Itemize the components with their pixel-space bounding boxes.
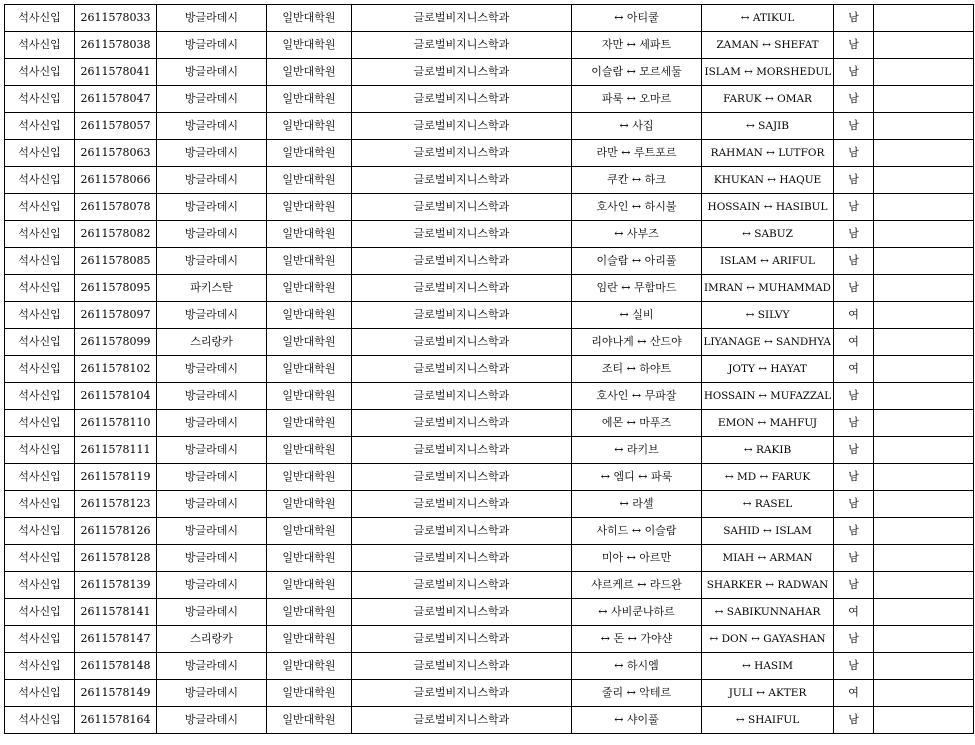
- korean-name-cell: 미아 ↔ 아르만: [572, 545, 702, 572]
- graduate-school-cell: 일반대학원: [267, 167, 352, 194]
- blank-cell: [874, 680, 974, 707]
- student-id-cell: 2611578063: [75, 140, 157, 167]
- student-id-cell: 2611578147: [75, 626, 157, 653]
- blank-cell: [874, 86, 974, 113]
- gender-cell: 여: [834, 680, 874, 707]
- blank-cell: [874, 626, 974, 653]
- table-row: [5, 491, 974, 518]
- country-cell: 방글라데시: [157, 221, 267, 248]
- country-cell: 방글라데시: [157, 86, 267, 113]
- department-cell: 글로벌비지니스학과: [352, 356, 572, 383]
- admission-type-cell: 석사신입: [5, 545, 75, 572]
- english-name-cell: KHUKAN ↔ HAQUE: [702, 167, 834, 194]
- blank-cell: [874, 437, 974, 464]
- student-id-cell: 2611578164: [75, 707, 157, 734]
- korean-name-cell: 호사인 ↔ 무파잘: [572, 383, 702, 410]
- department-cell: 글로벌비지니스학과: [352, 626, 572, 653]
- english-name-cell: ↔ SABIKUNNAHAR: [702, 599, 834, 626]
- graduate-school-cell: 일반대학원: [267, 626, 352, 653]
- student-id-cell: 2611578082: [75, 221, 157, 248]
- blank-cell: [874, 59, 974, 86]
- student-id-cell: 2611578099: [75, 329, 157, 356]
- country-cell: 방글라데시: [157, 437, 267, 464]
- graduate-school-cell: 일반대학원: [267, 194, 352, 221]
- english-name-cell: ZAMAN ↔ SHEFAT: [702, 32, 834, 59]
- gender-cell: 남: [834, 410, 874, 437]
- country-cell: 방글라데시: [157, 599, 267, 626]
- country-cell: 방글라데시: [157, 167, 267, 194]
- gender-cell: 남: [834, 59, 874, 86]
- department-cell: 글로벌비지니스학과: [352, 383, 572, 410]
- table-row: [5, 302, 974, 329]
- graduate-school-cell: 일반대학원: [267, 572, 352, 599]
- gender-cell: 남: [834, 437, 874, 464]
- graduate-school-cell: 일반대학원: [267, 464, 352, 491]
- english-name-cell: HOSSAIN ↔ HASIBUL: [702, 194, 834, 221]
- english-name-cell: ↔ SABUZ: [702, 221, 834, 248]
- country-cell: 방글라데시: [157, 707, 267, 734]
- english-name-cell: ↔ SHAIFUL: [702, 707, 834, 734]
- korean-name-cell: 이슬람 ↔ 모르세둘: [572, 59, 702, 86]
- blank-cell: [874, 32, 974, 59]
- english-name-cell: MIAH ↔ ARMAN: [702, 545, 834, 572]
- admission-type-cell: 석사신입: [5, 680, 75, 707]
- admission-type-cell: 석사신입: [5, 626, 75, 653]
- student-id-cell: 2611578149: [75, 680, 157, 707]
- korean-name-cell: 이슬람 ↔ 아리풀: [572, 248, 702, 275]
- admission-type-cell: 석사신입: [5, 653, 75, 680]
- table-row: [5, 113, 974, 140]
- blank-cell: [874, 491, 974, 518]
- korean-name-cell: 에몬 ↔ 마푸즈: [572, 410, 702, 437]
- table-row: [5, 86, 974, 113]
- country-cell: 방글라데시: [157, 59, 267, 86]
- graduate-school-cell: 일반대학원: [267, 518, 352, 545]
- admission-type-cell: 석사신입: [5, 410, 75, 437]
- department-cell: 글로벌비지니스학과: [352, 518, 572, 545]
- english-name-cell: SAHID ↔ ISLAM: [702, 518, 834, 545]
- student-id-cell: 2611578085: [75, 248, 157, 275]
- blank-cell: [874, 221, 974, 248]
- english-name-cell: JULI ↔ AKTER: [702, 680, 834, 707]
- blank-cell: [874, 572, 974, 599]
- graduate-school-cell: 일반대학원: [267, 437, 352, 464]
- student-id-cell: 2611578057: [75, 113, 157, 140]
- country-cell: 파키스탄: [157, 275, 267, 302]
- blank-cell: [874, 464, 974, 491]
- country-cell: 방글라데시: [157, 194, 267, 221]
- english-name-cell: ↔ SILVY: [702, 302, 834, 329]
- english-name-cell: ↔ HASIM: [702, 653, 834, 680]
- country-cell: 방글라데시: [157, 140, 267, 167]
- student-id-cell: 2611578066: [75, 167, 157, 194]
- department-cell: 글로벌비지니스학과: [352, 59, 572, 86]
- admission-type-cell: 석사신입: [5, 383, 75, 410]
- korean-name-cell: ↔ 하시엠: [572, 653, 702, 680]
- department-cell: 글로벌비지니스학과: [352, 491, 572, 518]
- student-id-cell: 2611578047: [75, 86, 157, 113]
- gender-cell: 남: [834, 194, 874, 221]
- korean-name-cell: 임란 ↔ 무함마드: [572, 275, 702, 302]
- student-id-cell: 2611578148: [75, 653, 157, 680]
- korean-name-cell: 사히드 ↔ 이슬람: [572, 518, 702, 545]
- country-cell: 방글라데시: [157, 410, 267, 437]
- graduate-school-cell: 일반대학원: [267, 599, 352, 626]
- graduate-school-cell: 일반대학원: [267, 248, 352, 275]
- blank-cell: [874, 140, 974, 167]
- country-cell: 방글라데시: [157, 545, 267, 572]
- korean-name-cell: ↔ 라셀: [572, 491, 702, 518]
- admission-type-cell: 석사신입: [5, 140, 75, 167]
- english-name-cell: HOSSAIN ↔ MUFAZZAL: [702, 383, 834, 410]
- gender-cell: 남: [834, 572, 874, 599]
- korean-name-cell: 리야나게 ↔ 산드야: [572, 329, 702, 356]
- table-row: [5, 59, 974, 86]
- admission-type-cell: 석사신입: [5, 86, 75, 113]
- korean-name-cell: ↔ 라키브: [572, 437, 702, 464]
- gender-cell: 여: [834, 302, 874, 329]
- department-cell: 글로벌비지니스학과: [352, 680, 572, 707]
- gender-cell: 남: [834, 464, 874, 491]
- student-id-cell: 2611578110: [75, 410, 157, 437]
- korean-name-cell: ↔ 사집: [572, 113, 702, 140]
- student-id-cell: 2611578095: [75, 275, 157, 302]
- korean-name-cell: 조티 ↔ 하야트: [572, 356, 702, 383]
- korean-name-cell: ↔ 사부즈: [572, 221, 702, 248]
- department-cell: 글로벌비지니스학과: [352, 275, 572, 302]
- gender-cell: 남: [834, 32, 874, 59]
- admission-type-cell: 석사신입: [5, 194, 75, 221]
- country-cell: 방글라데시: [157, 491, 267, 518]
- student-id-cell: 2611578141: [75, 599, 157, 626]
- blank-cell: [874, 275, 974, 302]
- table-row: [5, 680, 974, 707]
- country-cell: 방글라데시: [157, 572, 267, 599]
- admission-type-cell: 석사신입: [5, 248, 75, 275]
- graduate-school-cell: 일반대학원: [267, 5, 352, 32]
- gender-cell: 남: [834, 86, 874, 113]
- gender-cell: 남: [834, 167, 874, 194]
- department-cell: 글로벌비지니스학과: [352, 167, 572, 194]
- country-cell: 방글라데시: [157, 518, 267, 545]
- graduate-school-cell: 일반대학원: [267, 680, 352, 707]
- blank-cell: [874, 518, 974, 545]
- student-id-cell: 2611578033: [75, 5, 157, 32]
- student-id-cell: 2611578139: [75, 572, 157, 599]
- table-row: [5, 572, 974, 599]
- department-cell: 글로벌비지니스학과: [352, 32, 572, 59]
- table-row: [5, 599, 974, 626]
- english-name-cell: IMRAN ↔ MUHAMMAD: [702, 275, 834, 302]
- table-row: [5, 707, 974, 734]
- admission-type-cell: 석사신입: [5, 32, 75, 59]
- korean-name-cell: ↔ 돈 ↔ 가야샨: [572, 626, 702, 653]
- english-name-cell: EMON ↔ MAHFUJ: [702, 410, 834, 437]
- table-row: [5, 383, 974, 410]
- table-row: [5, 464, 974, 491]
- admission-type-cell: 석사신입: [5, 572, 75, 599]
- department-cell: 글로벌비지니스학과: [352, 194, 572, 221]
- blank-cell: [874, 194, 974, 221]
- graduate-school-cell: 일반대학원: [267, 545, 352, 572]
- admission-type-cell: 석사신입: [5, 59, 75, 86]
- table-row: [5, 167, 974, 194]
- table-row: [5, 140, 974, 167]
- table-row: [5, 653, 974, 680]
- student-list-table: [4, 4, 974, 734]
- admission-type-cell: 석사신입: [5, 167, 75, 194]
- department-cell: 글로벌비지니스학과: [352, 248, 572, 275]
- graduate-school-cell: 일반대학원: [267, 140, 352, 167]
- graduate-school-cell: 일반대학원: [267, 302, 352, 329]
- table-row: [5, 545, 974, 572]
- graduate-school-cell: 일반대학원: [267, 86, 352, 113]
- graduate-school-cell: 일반대학원: [267, 653, 352, 680]
- gender-cell: 남: [834, 140, 874, 167]
- gender-cell: 남: [834, 113, 874, 140]
- graduate-school-cell: 일반대학원: [267, 383, 352, 410]
- admission-type-cell: 석사신입: [5, 275, 75, 302]
- english-name-cell: ↔ SAJIB: [702, 113, 834, 140]
- admission-type-cell: 석사신입: [5, 491, 75, 518]
- table-body: [5, 5, 974, 734]
- admission-type-cell: 석사신입: [5, 437, 75, 464]
- country-cell: 방글라데시: [157, 653, 267, 680]
- department-cell: 글로벌비지니스학과: [352, 86, 572, 113]
- graduate-school-cell: 일반대학원: [267, 410, 352, 437]
- blank-cell: [874, 545, 974, 572]
- table-row: [5, 275, 974, 302]
- table-row: [5, 221, 974, 248]
- korean-name-cell: 쿠칸 ↔ 하크: [572, 167, 702, 194]
- admission-type-cell: 석사신입: [5, 329, 75, 356]
- student-id-cell: 2611578038: [75, 32, 157, 59]
- english-name-cell: LIYANAGE ↔ SANDHYA: [702, 329, 834, 356]
- english-name-cell: ISLAM ↔ ARIFUL: [702, 248, 834, 275]
- english-name-cell: ↔ RASEL: [702, 491, 834, 518]
- gender-cell: 남: [834, 221, 874, 248]
- department-cell: 글로벌비지니스학과: [352, 599, 572, 626]
- korean-name-cell: ↔ 엠디 ↔ 파룩: [572, 464, 702, 491]
- english-name-cell: ISLAM ↔ MORSHEDUL: [702, 59, 834, 86]
- student-id-cell: 2611578104: [75, 383, 157, 410]
- student-id-cell: 2611578123: [75, 491, 157, 518]
- korean-name-cell: 샤르케르 ↔ 라드완: [572, 572, 702, 599]
- country-cell: 스리랑카: [157, 626, 267, 653]
- table-row: [5, 626, 974, 653]
- blank-cell: [874, 113, 974, 140]
- gender-cell: 여: [834, 329, 874, 356]
- admission-type-cell: 석사신입: [5, 302, 75, 329]
- blank-cell: [874, 356, 974, 383]
- blank-cell: [874, 167, 974, 194]
- country-cell: 방글라데시: [157, 113, 267, 140]
- english-name-cell: ↔ RAKIB: [702, 437, 834, 464]
- admission-type-cell: 석사신입: [5, 518, 75, 545]
- gender-cell: 남: [834, 707, 874, 734]
- korean-name-cell: ↔ 아티쿨: [572, 5, 702, 32]
- table-row: [5, 518, 974, 545]
- department-cell: 글로벌비지니스학과: [352, 707, 572, 734]
- gender-cell: 여: [834, 356, 874, 383]
- english-name-cell: FARUK ↔ OMAR: [702, 86, 834, 113]
- table-row: [5, 248, 974, 275]
- department-cell: 글로벌비지니스학과: [352, 140, 572, 167]
- gender-cell: 남: [834, 545, 874, 572]
- country-cell: 방글라데시: [157, 302, 267, 329]
- english-name-cell: ↔ DON ↔ GAYASHAN: [702, 626, 834, 653]
- korean-name-cell: 호사인 ↔ 하시불: [572, 194, 702, 221]
- country-cell: 방글라데시: [157, 356, 267, 383]
- english-name-cell: RAHMAN ↔ LUTFOR: [702, 140, 834, 167]
- graduate-school-cell: 일반대학원: [267, 356, 352, 383]
- country-cell: 방글라데시: [157, 383, 267, 410]
- country-cell: 방글라데시: [157, 464, 267, 491]
- table-row: [5, 5, 974, 32]
- student-id-cell: 2611578078: [75, 194, 157, 221]
- admission-type-cell: 석사신입: [5, 221, 75, 248]
- department-cell: 글로벌비지니스학과: [352, 464, 572, 491]
- department-cell: 글로벌비지니스학과: [352, 113, 572, 140]
- department-cell: 글로벌비지니스학과: [352, 221, 572, 248]
- english-name-cell: ↔ ATIKUL: [702, 5, 834, 32]
- korean-name-cell: 줄리 ↔ 악테르: [572, 680, 702, 707]
- gender-cell: 남: [834, 626, 874, 653]
- student-id-cell: 2611578111: [75, 437, 157, 464]
- gender-cell: 남: [834, 383, 874, 410]
- korean-name-cell: ↔ 실비: [572, 302, 702, 329]
- department-cell: 글로벌비지니스학과: [352, 302, 572, 329]
- department-cell: 글로벌비지니스학과: [352, 410, 572, 437]
- blank-cell: [874, 329, 974, 356]
- department-cell: 글로벌비지니스학과: [352, 572, 572, 599]
- admission-type-cell: 석사신입: [5, 599, 75, 626]
- graduate-school-cell: 일반대학원: [267, 113, 352, 140]
- graduate-school-cell: 일반대학원: [267, 275, 352, 302]
- gender-cell: 남: [834, 653, 874, 680]
- table-row: [5, 329, 974, 356]
- student-id-cell: 2611578102: [75, 356, 157, 383]
- gender-cell: 여: [834, 599, 874, 626]
- admission-type-cell: 석사신입: [5, 113, 75, 140]
- gender-cell: 남: [834, 248, 874, 275]
- english-name-cell: ↔ MD ↔ FARUK: [702, 464, 834, 491]
- blank-cell: [874, 653, 974, 680]
- graduate-school-cell: 일반대학원: [267, 59, 352, 86]
- department-cell: 글로벌비지니스학과: [352, 329, 572, 356]
- student-id-cell: 2611578126: [75, 518, 157, 545]
- country-cell: 방글라데시: [157, 5, 267, 32]
- table-row: [5, 437, 974, 464]
- korean-name-cell: 라만 ↔ 루트포르: [572, 140, 702, 167]
- gender-cell: 남: [834, 275, 874, 302]
- gender-cell: 남: [834, 5, 874, 32]
- blank-cell: [874, 302, 974, 329]
- graduate-school-cell: 일반대학원: [267, 221, 352, 248]
- gender-cell: 남: [834, 518, 874, 545]
- english-name-cell: JOTY ↔ HAYAT: [702, 356, 834, 383]
- blank-cell: [874, 707, 974, 734]
- graduate-school-cell: 일반대학원: [267, 329, 352, 356]
- department-cell: 글로벌비지니스학과: [352, 545, 572, 572]
- blank-cell: [874, 248, 974, 275]
- student-id-cell: 2611578119: [75, 464, 157, 491]
- graduate-school-cell: 일반대학원: [267, 707, 352, 734]
- korean-name-cell: ↔ 사비쿤나하르: [572, 599, 702, 626]
- korean-name-cell: 자만 ↔ 세파트: [572, 32, 702, 59]
- department-cell: 글로벌비지니스학과: [352, 437, 572, 464]
- blank-cell: [874, 599, 974, 626]
- country-cell: 방글라데시: [157, 680, 267, 707]
- graduate-school-cell: 일반대학원: [267, 491, 352, 518]
- blank-cell: [874, 410, 974, 437]
- graduate-school-cell: 일반대학원: [267, 32, 352, 59]
- country-cell: 스리랑카: [157, 329, 267, 356]
- admission-type-cell: 석사신입: [5, 464, 75, 491]
- admission-type-cell: 석사신입: [5, 5, 75, 32]
- table-row: [5, 356, 974, 383]
- table-row: [5, 32, 974, 59]
- admission-type-cell: 석사신입: [5, 707, 75, 734]
- table-row: [5, 194, 974, 221]
- english-name-cell: SHARKER ↔ RADWAN: [702, 572, 834, 599]
- blank-cell: [874, 5, 974, 32]
- student-id-cell: 2611578097: [75, 302, 157, 329]
- korean-name-cell: ↔ 샤이풀: [572, 707, 702, 734]
- country-cell: 방글라데시: [157, 32, 267, 59]
- gender-cell: 남: [834, 491, 874, 518]
- country-cell: 방글라데시: [157, 248, 267, 275]
- student-id-cell: 2611578041: [75, 59, 157, 86]
- blank-cell: [874, 383, 974, 410]
- admission-type-cell: 석사신입: [5, 356, 75, 383]
- department-cell: 글로벌비지니스학과: [352, 653, 572, 680]
- korean-name-cell: 파룩 ↔ 오마르: [572, 86, 702, 113]
- table-row: [5, 410, 974, 437]
- student-id-cell: 2611578128: [75, 545, 157, 572]
- department-cell: 글로벌비지니스학과: [352, 5, 572, 32]
